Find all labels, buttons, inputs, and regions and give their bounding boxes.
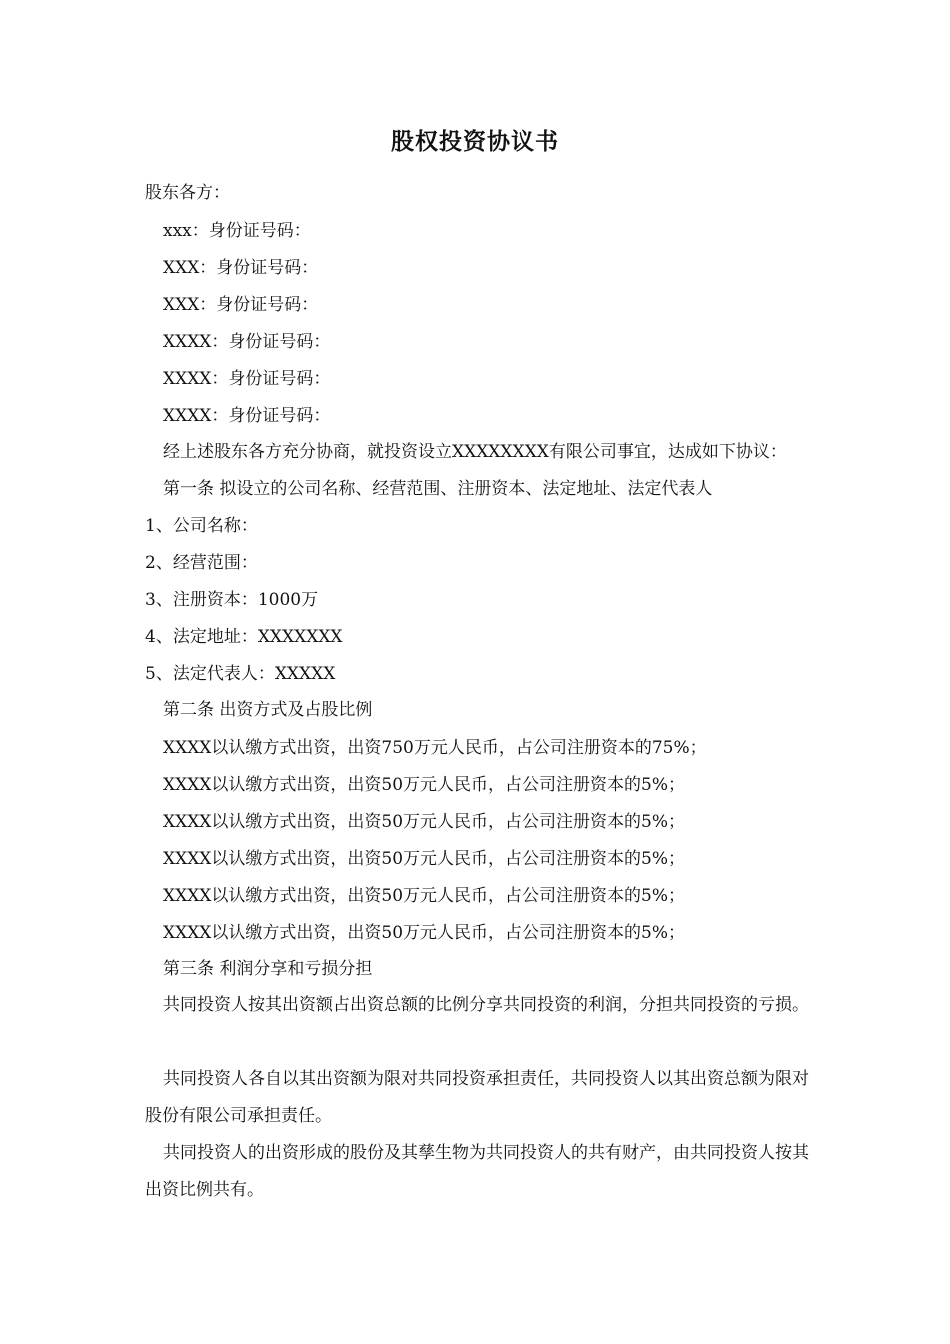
shareholder-line: XXXX：身份证号码： (163, 406, 331, 426)
article3-heading: 第三条 利润分享和亏损分担 (163, 959, 373, 979)
preamble: 经上述股东各方充分协商，就投资设立XXXXXXXX有限公司事宜，达成如下协议： (163, 442, 787, 462)
article1-item: 4、法定地址：XXXXXXX (145, 627, 343, 647)
article1-item: 2、经营范围： (145, 553, 258, 573)
shareholder-line: XXX：身份证号码： (163, 258, 319, 278)
article2-item: XXXX以认缴方式出资，出资50万元人民币，占公司注册资本的5%； (163, 812, 686, 832)
document-title: 股权投资协议书 (391, 128, 559, 155)
shareholder-line: XXX：身份证号码： (163, 295, 319, 315)
article1-item: 5、法定代表人：XXXXX (145, 664, 336, 684)
article2-item: XXXX以认缴方式出资，出资50万元人民币，占公司注册资本的5%； (163, 923, 686, 943)
article2-item: XXXX以认缴方式出资，出资50万元人民币，占公司注册资本的5%； (163, 775, 686, 795)
article3-paragraph: 共同投资人的出资形成的股份及其孳生物为共同投资人的共有财产，由共同投资人按其出资比例共有。 (145, 1143, 809, 1200)
article1-heading: 第一条 拟设立的公司名称、经营范围、注册资本、法定地址、法定代表人 (163, 479, 713, 499)
shareholder-line: XXXX：身份证号码： (163, 369, 331, 389)
article3-paragraph: 共同投资人按其出资额占出资总额的比例分享共同投资的利润，分担共同投资的亏损。 (163, 995, 809, 1015)
article2-item: XXXX以认缴方式出资，出资50万元人民币，占公司注册资本的5%； (163, 886, 686, 906)
shareholders-heading: 股东各方： (145, 183, 230, 203)
article1-item: 1、公司名称： (145, 516, 258, 536)
article2-item: XXXX以认缴方式出资，出资50万元人民币，占公司注册资本的5%； (163, 849, 686, 869)
article2-heading: 第二条 出资方式及占股比例 (163, 700, 373, 720)
shareholder-line: XXXX：身份证号码： (163, 332, 331, 352)
article1-item: 3、注册资本：1000万 (145, 590, 319, 610)
article2-item: XXXX以认缴方式出资，出资750万元人民币，占公司注册资本的75%； (163, 738, 707, 758)
shareholder-line: xxx：身份证号码： (163, 221, 311, 241)
article3-paragraph: 共同投资人各自以其出资额为限对共同投资承担责任，共同投资人以其出资总额为限对股份有限公司承担责任。 (145, 1069, 809, 1126)
